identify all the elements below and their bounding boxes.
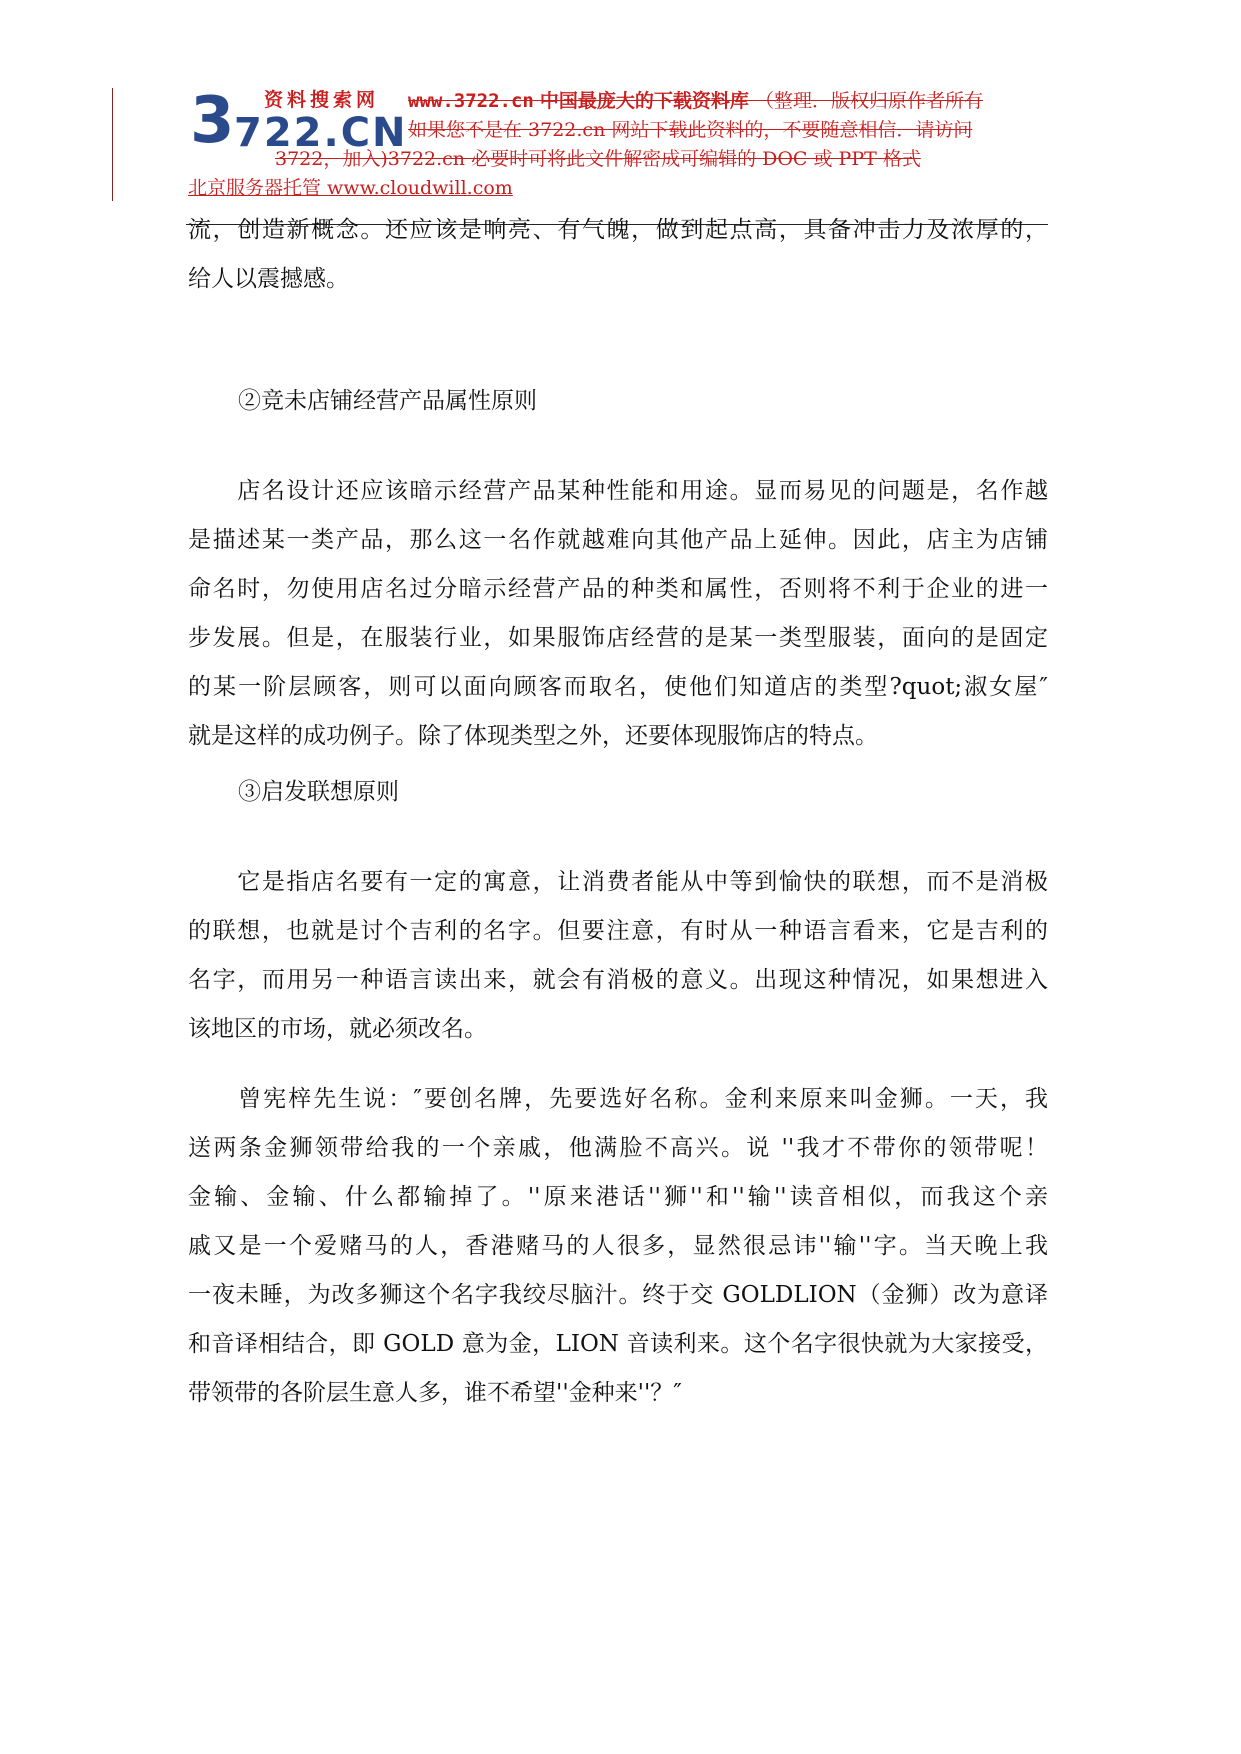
text-line: 步发展。但是，在服装行业，如果服饰店经营的是某一类型服装，面向的是固定 xyxy=(188,625,1048,651)
header-note: （整理．版权归原作者所有 xyxy=(754,90,983,112)
section-heading-2: ②竞未店铺经营产品属性原则 xyxy=(238,388,537,414)
text-line: 曾宪梓先生说：″要创名牌，先要选好名称。金利来原来叫金狮。一天，我 xyxy=(188,1086,1048,1112)
text-line: 就是这样的成功例子。除了体现类型之外，还要体现服饰店的特点。 xyxy=(188,723,878,749)
text-line: 送两条金狮领带给我的一个亲戚，他满脸不高兴。说 ''我才不带你的领带呢！ xyxy=(188,1135,1048,1161)
text-line: 流，创造新概念。还应该是响亮、有气魄，做到起点高，具备冲击力及浓厚的， xyxy=(188,217,1048,243)
text-line: 带领带的各阶层生意人多，谁不希望''金种来''？″ xyxy=(188,1380,682,1406)
paragraph-3 xyxy=(188,858,1048,1054)
text-line: 金输、金输、什么都输掉了。''原来港话''狮''和''输''读音相似，而我这个亲 xyxy=(188,1184,1048,1210)
text-line: 戚又是一个爱赌马的人，香港赌马的人很多，显然很忌讳''输''字。当天晚上我 xyxy=(188,1233,1048,1259)
text-line: 一夜未睡，为改多狮这个名字我绞尽脑汁。终于交 GOLDLION（金狮）改为意译 xyxy=(188,1282,1048,1308)
text-line: 它是指店名要有一定的寓意，让消费者能从中等到愉快的联想，而不是消极 xyxy=(188,869,1048,895)
text-line: 和音译相结合，即 GOLD 意为金，LION 音读利来。这个名字很快就为大家接受， xyxy=(188,1331,1048,1357)
text-line: 店名设计还应该暗示经营产品某种性能和用途。显而易见的问题是，名作越 xyxy=(188,478,1048,504)
header-line-2: 如果您不是在 3722.cn 网站下载此资料的，不要随意相信．请访问 xyxy=(408,119,973,141)
header-site-link[interactable]: www.3722.cn xyxy=(408,90,534,112)
section-heading-3: ③启发联想原则 xyxy=(238,779,399,805)
paragraph-4 xyxy=(188,1075,1048,1418)
text-line: 该地区的市场，就必须改名。 xyxy=(188,1016,487,1042)
text-line: 命名时，勿使用店名过分暗示经营产品的种类和属性，否则将不利于企业的进一 xyxy=(188,576,1048,602)
text-line: 名字，而用另一种语言读出来，就会有消极的意义。出现这种情况，如果想进入 xyxy=(188,967,1048,993)
logo-big-digit: 3 xyxy=(190,84,235,158)
logo-tagline: 资料搜索网 xyxy=(264,89,380,111)
header-brand: 中国最庞大的下载资料库 xyxy=(539,90,749,112)
text-line: 是描述某一类产品，那么这一名作就越难向其他产品上延伸。因此，店主为店铺 xyxy=(188,527,1048,553)
header-hosting-link[interactable]: 北京服务器托管 www.cloudwill.com xyxy=(188,177,513,199)
text-line: 给人以震撼感。 xyxy=(188,266,349,292)
margin-line xyxy=(112,88,113,201)
paragraph-2 xyxy=(188,467,1048,761)
text-line: 的联想，也就是讨个吉利的名字。但要注意，有时从一种语言看来，它是吉利的 xyxy=(188,918,1048,944)
logo-domain: 722.CN xyxy=(234,110,408,156)
paragraph-1 xyxy=(188,206,1048,304)
header-line-1 xyxy=(408,89,983,113)
text-line: 的某一阶层顾客，则可以面向顾客而取名，使他们知道店的类型?quot;淑女屋″ xyxy=(188,674,1048,700)
header-line-3: 3722，加入)3722.cn 必要时可将此文件解密成可编辑的 DOC 或 PPT 格式 xyxy=(275,148,921,170)
